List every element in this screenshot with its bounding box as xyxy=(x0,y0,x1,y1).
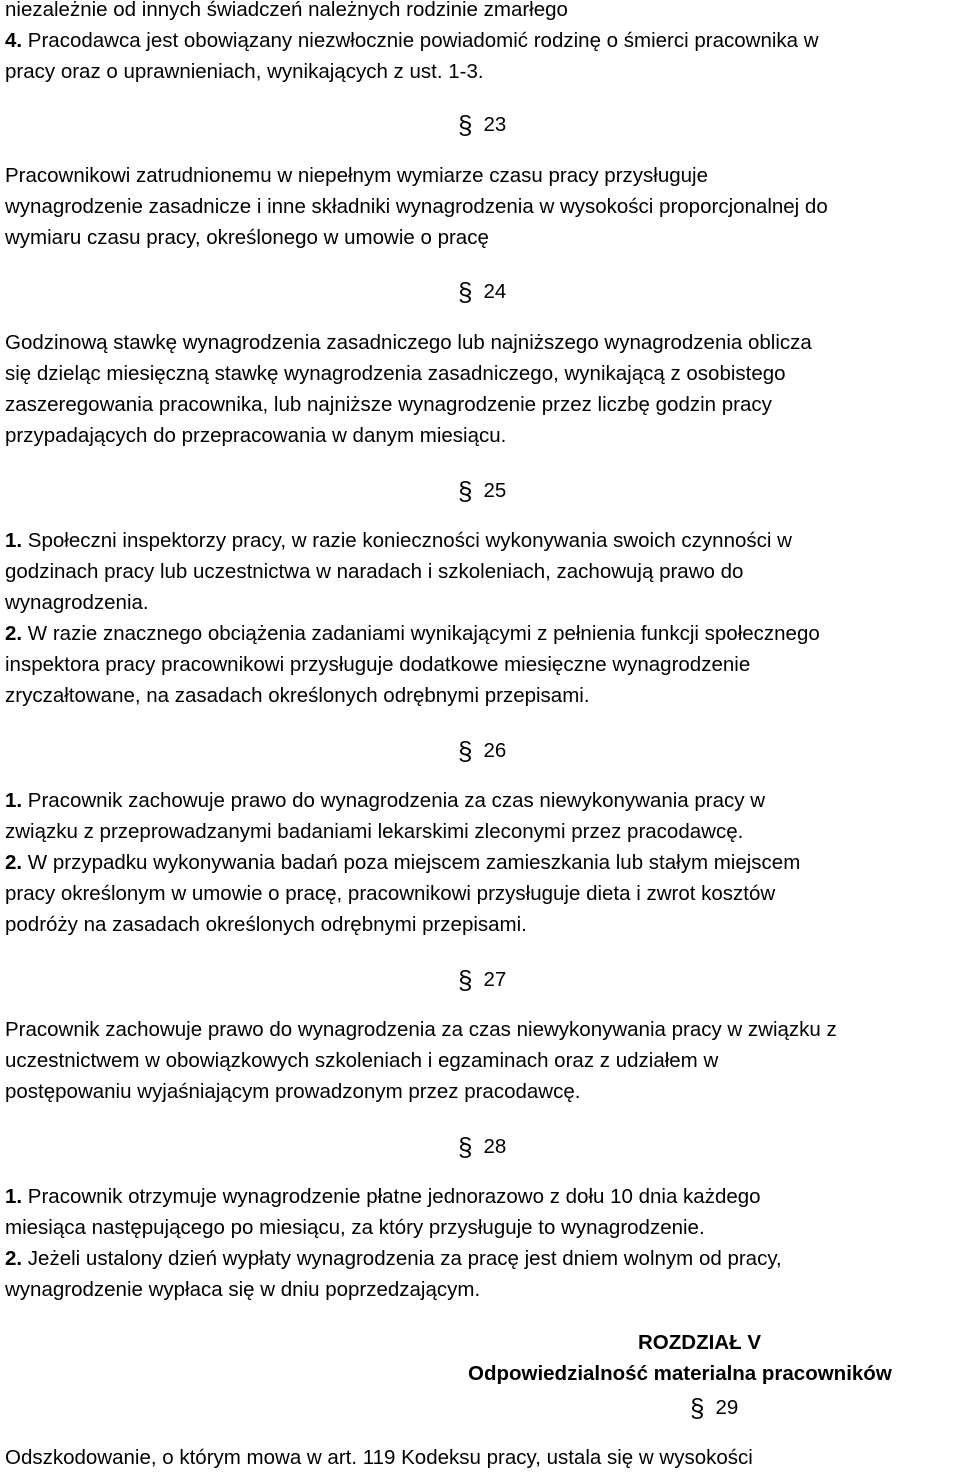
point-number: 2. xyxy=(5,1247,23,1270)
point-text: Społeczni inspektorzy pracy, w razie konieczności wykonywania swoich czynności w xyxy=(22,529,792,552)
chapter-subtitle: Odpowiedzialność materialna pracowników xyxy=(468,1362,892,1385)
section-number: 25 xyxy=(483,479,507,502)
point-number: 2. xyxy=(5,622,23,645)
section-28-point-2-line-1 xyxy=(5,1243,782,1274)
paragraph-symbol: § xyxy=(690,1393,705,1423)
section-29-heading xyxy=(690,1390,738,1423)
section-23-heading xyxy=(458,107,506,140)
section-25-point-2-line-1 xyxy=(5,618,820,649)
section-25-heading xyxy=(458,473,506,506)
section-24-line-3: zaszeregowania pracownika, lub najniższe wynagrodzenie przez liczbę godzin pracy xyxy=(5,393,772,416)
section-26-point-2-line-1 xyxy=(5,847,800,878)
intro-point-4-line-2: pracy oraz o uprawnieniach, wynikających z ust. 1-3. xyxy=(5,60,484,83)
section-26-point-1-line-2: związku z przeprowadzanymi badaniami lekarskimi zleconymi przez pracodawcę. xyxy=(5,820,744,843)
paragraph-symbol: § xyxy=(458,736,473,766)
point-number: 1. xyxy=(5,529,23,552)
section-number: 23 xyxy=(483,113,507,136)
paragraph-symbol: § xyxy=(458,277,473,307)
section-25-point-2-line-3: zryczałtowane, na zasadach określonych odrębnymi przepisami. xyxy=(5,684,590,707)
section-23-line-2: wynagrodzenie zasadnicze i inne składniki wynagrodzenia w wysokości proporcjonalnej do xyxy=(5,195,828,218)
point-text: Pracownik zachowuje prawo do wynagrodzenia za czas niewykonywania pracy w xyxy=(22,789,766,812)
section-25-point-1-line-2: godzinach pracy lub uczestnictwa w naradach i szkoleniach, zachowują prawo do xyxy=(5,560,744,583)
section-27-line-3: postępowaniu wyjaśniającym prowadzonym przez pracodawcę. xyxy=(5,1080,581,1103)
point-number: 2. xyxy=(5,851,23,874)
section-number: 29 xyxy=(715,1396,739,1419)
section-29-line-1: Odszkodowanie, o którym mowa w art. 119 Kodeksu pracy, ustala się w wysokości xyxy=(5,1446,753,1469)
section-number: 27 xyxy=(483,968,507,991)
section-number: 28 xyxy=(483,1135,507,1158)
section-27-line-1: Pracownik zachowuje prawo do wynagrodzenia za czas niewykonywania pracy w związku z xyxy=(5,1018,837,1041)
point-text: Pracodawca jest obowiązany niezwłocznie powiadomić rodzinę o śmierci pracownika w xyxy=(22,29,819,52)
section-27-heading xyxy=(458,962,506,995)
point-text: Pracownik otrzymuje wynagrodzenie płatne jednorazowo z dołu 10 dnia każdego xyxy=(22,1185,761,1208)
section-27-line-2: uczestnictwem w obowiązkowych szkoleniach i egzaminach oraz z udziałem w xyxy=(5,1049,719,1072)
section-26-heading xyxy=(458,733,506,766)
point-text: Jeżeli ustalony dzień wypłaty wynagrodzenia za pracę jest dniem wolnym od pracy, xyxy=(22,1247,782,1270)
section-28-point-1-line-1 xyxy=(5,1181,761,1212)
paragraph-symbol: § xyxy=(458,476,473,506)
section-number: 26 xyxy=(483,739,507,762)
point-text: W razie znacznego obciążenia zadaniami wynikającymi z pełnienia funkcji społecznego xyxy=(22,622,820,645)
section-24-line-1: Godzinową stawkę wynagrodzenia zasadniczego lub najniższego wynagrodzenia oblicza xyxy=(5,331,812,354)
section-28-point-2-line-2: wynagrodzenie wypłaca się w dniu poprzedzającym. xyxy=(5,1278,481,1301)
point-number: 1. xyxy=(5,789,23,812)
section-23-line-3: wymiaru czasu pracy, określonego w umowie o pracę xyxy=(5,226,489,249)
section-23-line-1: Pracownikowi zatrudnionemu w niepełnym wymiarze czasu pracy przysługuje xyxy=(5,164,708,187)
paragraph-symbol: § xyxy=(458,965,473,995)
section-26-point-2-line-3: podróży na zasadach określonych odrębnymi przepisami. xyxy=(5,913,527,936)
section-25-point-2-line-2: inspektora pracy pracownikowi przysługuje dodatkowe miesięczne wynagrodzenie xyxy=(5,653,751,676)
point-text: W przypadku wykonywania badań poza miejscem zamieszkania lub stałym miejscem xyxy=(22,851,801,874)
section-26-point-1-line-1 xyxy=(5,785,765,816)
point-number: 4. xyxy=(5,29,23,52)
section-25-point-1-line-1 xyxy=(5,525,792,556)
intro-line-1: niezależnie od innych świadczeń należnych rodzinie zmarłego xyxy=(5,0,568,21)
paragraph-symbol: § xyxy=(458,1132,473,1162)
section-28-point-1-line-2: miesiąca następującego po miesiącu, za który przysługuje to wynagrodzenie. xyxy=(5,1216,705,1239)
section-number: 24 xyxy=(483,280,507,303)
section-24-line-2: się dzieląc miesięczną stawkę wynagrodzenia zasadniczego, wynikającą z osobistego xyxy=(5,362,786,385)
paragraph-symbol: § xyxy=(458,110,473,140)
point-number: 1. xyxy=(5,1185,23,1208)
section-25-point-1-line-3: wynagrodzenia. xyxy=(5,591,149,614)
section-26-point-2-line-2: pracy określonym w umowie o pracę, pracownikowi przysługuje dieta i zwrot kosztów xyxy=(5,882,776,905)
intro-point-4-line-1 xyxy=(5,25,819,56)
chapter-title: ROZDZIAŁ V xyxy=(638,1331,761,1354)
section-24-line-4: przypadających do przepracowania w danym miesiącu. xyxy=(5,424,507,447)
section-24-heading xyxy=(458,274,506,307)
section-28-heading xyxy=(458,1129,506,1162)
